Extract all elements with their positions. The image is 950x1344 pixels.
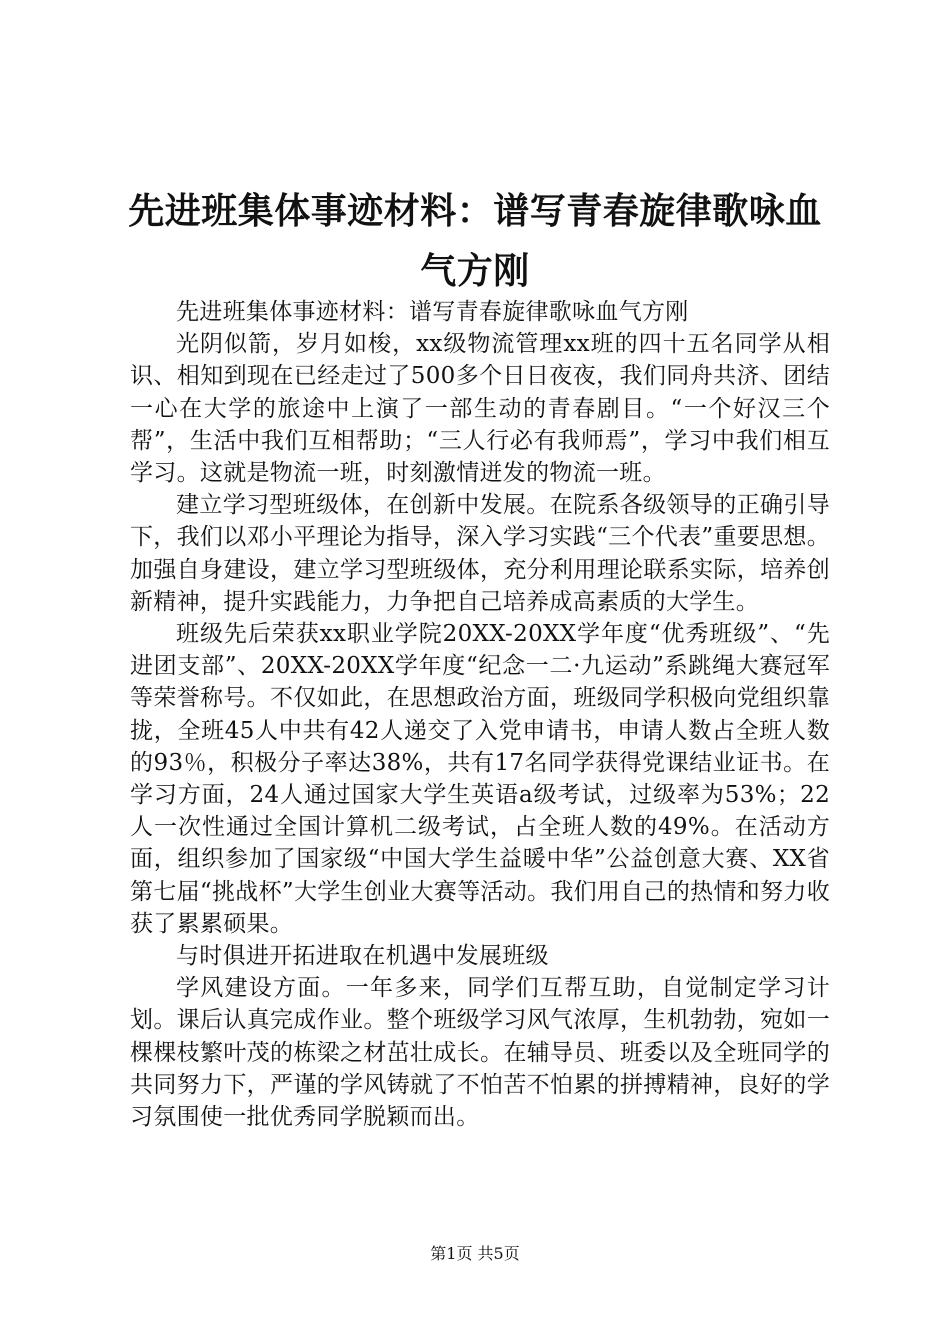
paragraph-study-style: 学风建设方面。一年多来，同学们互帮互助，自觉制定学习计划。课后认真完成作业。整个班级学习风气浓厚，生机勃勃，宛如一棵棵枝繁叶茂的栋梁之材茁壮成长。在辅导员、班委以及全班同学的共同努力下，严谨的学风铸就了不怕苦不怕累的拼搏精神，良好的学习氛围使一批优秀同学脱颖而出。 bbox=[130, 975, 830, 1131]
document-title: 先进班集体事迹材料：谱写青春旋律歌咏血气方刚 bbox=[128, 191, 822, 292]
paragraph-intro: 光阴似箭，岁月如梭，xx级物流管理xx班的四十五名同学从相识、相知到现在已经走过了500多个日日夜夜，我们同舟共济、团结一心在大学的旅途中上演了一部生动的青春剧目。“一个好汉三个帮”，生活中我们互相帮助；“三人行必有我师焉”，学习中我们相互学习。这就是物流一班，时刻激情迸发的物流一班。 bbox=[130, 331, 830, 487]
paragraph-subtitle: 先进班集体事迹材料：谱写青春旋律歌咏血气方刚 bbox=[176, 299, 689, 325]
paragraph-heading-progress: 与时俱进开拓进取在机遇中发展班级 bbox=[176, 943, 549, 970]
paragraph-honors: 班级先后荣获xx职业学院20XX-20XX学年度“优秀班级”、“先进团支部”、20XX-20XX学年度“纪念一二·九运动”系跳绳大赛冠军等荣誉称号。不仅如此，在思想政治方面，班级同学积极向党组织靠拢，全班45人中共有42人递交了入党申请书，申请人数占全班人数的93％，积极分子率达38%，共有17名同学获得党课结业证书。在学习方面，24人通过国家大学生英语a级考试，过级率为53%；22人一次性通过全国计算机二级考试，占全班人数的49%。在活动方面，组织参加了国家级“中国大学生益暖中华”公益创意大赛、XX省第七届“挑战杯”大学生创业大赛等活动。我们用自己的热情和努力收获了累累硕果。 bbox=[130, 621, 830, 937]
document-body bbox=[130, 296, 830, 1133]
paragraph-study-class: 建立学习型班级体，在创新中发展。在院系各级领导的正确引导下，我们以邓小平理论为指导，深入学习实践“三个代表”重要思想。加强自身建设，建立学习型班级体，充分利用理论联系实际，培养创新精神，提升实践能力，力争把自己培养成高素质的大学生。 bbox=[130, 492, 830, 615]
page-number-footer: 第1页 共5页 bbox=[430, 1244, 520, 1263]
